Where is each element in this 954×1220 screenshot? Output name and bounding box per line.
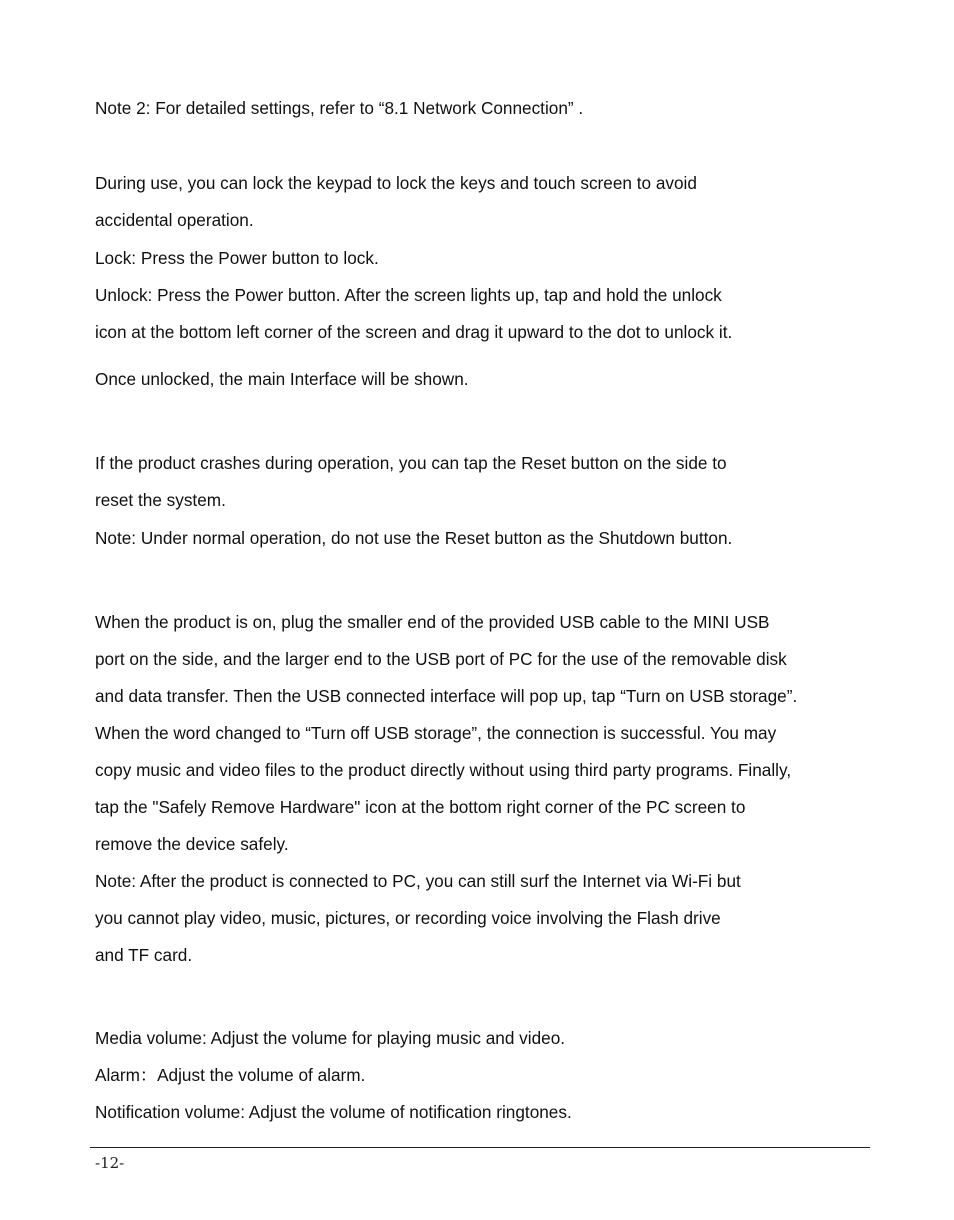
alarm-volume-text: Alarm：Adjust the volume of alarm. (95, 1065, 366, 1085)
unlocked-text: Once unlocked, the main Interface will be shown. (95, 369, 469, 389)
lock-intro-line-1: During use, you can lock the keypad to lock the keys and touch screen to avoid (95, 173, 697, 193)
usb-note-line-3: and TF card. (95, 945, 193, 965)
page-number: -12- (95, 1154, 125, 1172)
usb-line-4: When the word changed to “Turn off USB storage”, the connection is successful. You may (95, 723, 777, 743)
unlock-instruction-line-1: Unlock: Press the Power button. After the screen lights up, tap and hold the unlock (95, 285, 722, 305)
notification-volume-text: Notification volume: Adjust the volume of notification ringtones. (95, 1102, 572, 1122)
reset-line-2: reset the system. (95, 490, 226, 510)
usb-line-2: port on the side, and the larger end to the USB port of PC for the use of the removable disk (95, 649, 787, 669)
usb-line-7: remove the device safely. (95, 834, 289, 854)
reset-note: Note: Under normal operation, do not use the Reset button as the Shutdown button. (95, 528, 733, 548)
usb-line-3: and data transfer. Then the USB connected interface will pop up, tap “Turn on USB storage”. (95, 686, 798, 706)
note-2: Note 2: For detailed settings, refer to “8.1 Network Connection” . (95, 98, 584, 118)
unlock-instruction-line-2: icon at the bottom left corner of the screen and drag it upward to the dot to unlock it. (95, 322, 733, 342)
footer-divider (90, 1147, 870, 1148)
usb-line-6: tap the "Safely Remove Hardware" icon at the bottom right corner of the PC screen to (95, 797, 746, 817)
lock-intro-line-2: accidental operation. (95, 210, 254, 230)
media-volume-text: Media volume: Adjust the volume for playing music and video. (95, 1028, 566, 1048)
usb-note-line-2: you cannot play video, music, pictures, or recording voice involving the Flash drive (95, 908, 721, 928)
usb-note-line-1: Note: After the product is connected to PC, you can still surf the Internet via Wi-Fi but (95, 871, 741, 891)
usb-line-5: copy music and video files to the product directly without using third party programs. Finally, (95, 760, 792, 780)
lock-instruction: Lock: Press the Power button to lock. (95, 248, 379, 268)
reset-line-1: If the product crashes during operation, you can tap the Reset button on the side to (95, 453, 727, 473)
usb-line-1: When the product is on, plug the smaller end of the provided USB cable to the MINI USB (95, 612, 770, 632)
